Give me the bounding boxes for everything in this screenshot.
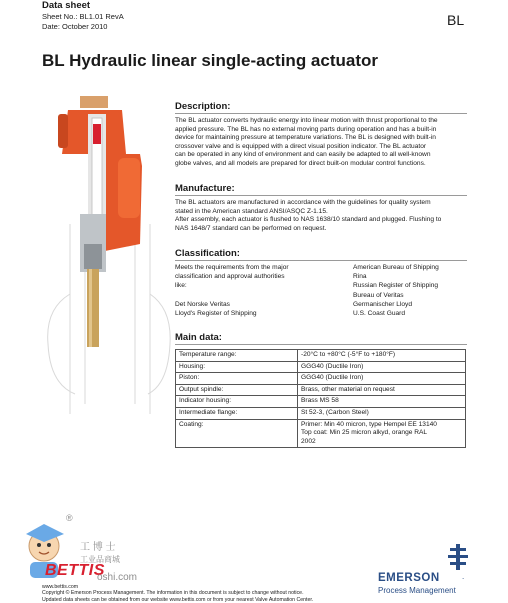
watermark-cn-sub: 工业品商城 [80, 555, 120, 564]
section-divider [175, 344, 467, 345]
table-row: Temperature range: -20°C to +80°C (-5°F to +180°F) [176, 350, 466, 362]
manufacture-text: The BL actuators are manufactured in accordance with the guidelines for quality system stated in the American standard ANSI/ASQC Z-1.15. After assembly, each actuator is flushed to NAS 1638/10 standard and plugged. Flushing to NAS 1648/7 standard can be performed on request. [175, 199, 442, 232]
table-row: Indicator housing: Brass MS 58 [176, 396, 466, 408]
emerson-globe-icon [448, 544, 468, 570]
watermark-url: oshi.com [97, 572, 138, 583]
table-row: Housing: GGG40 (Ductile Iron) [176, 361, 466, 373]
registered-mark: ® [66, 513, 73, 523]
watermark-cn-name: 工 博 士 [80, 542, 116, 553]
footer-update-note: Updated data sheets can be obtained from our website www.bettis.com or from your nearest Valve Automation Center. [42, 597, 314, 603]
output-spindle [87, 269, 99, 347]
page-title: BL Hydraulic linear single-acting actuator [42, 51, 378, 70]
sheet-number: Sheet No.: BL1.01 RevA [42, 12, 124, 21]
description-heading: Description: [175, 101, 231, 112]
actuator-illustration [40, 94, 175, 434]
valve-outline [48, 224, 170, 414]
footer-copyright: Copyright © Emerson Process Management. The information in this document is subject to change without notice. [42, 590, 304, 596]
classification-heading: Classification: [175, 248, 240, 259]
table-row: Intermediate flange: St 52-3, (Carbon Steel) [176, 407, 466, 419]
emerson-tm-dot: . [462, 572, 465, 581]
bettis-logo: BETTIS [45, 562, 105, 579]
section-divider [175, 113, 467, 114]
classification-list: Meets the requirements from the major American Bureau of Shipping classification and approval authorities Rina like: Russian Register of Shipping Bureau of Veritas Det Norske Veritas Germanischer Lloyd Lloyd's Register of Shipping U.S. Coast Guard [175, 264, 439, 318]
document-date: Date: October 2010 [42, 22, 108, 31]
table-row: Piston: GGG40 (Ductile Iron) [176, 373, 466, 385]
emerson-subtitle: Process Management [378, 586, 456, 595]
product-code: BL [447, 12, 465, 28]
footer-website: www.bettis.com [42, 584, 79, 590]
main-data-table [175, 349, 466, 448]
section-divider [175, 260, 467, 261]
table-row: Output spindle: Brass, other material on request [176, 384, 466, 396]
table-row: Coating: Primer: Min 40 micron, type Hempel EE 13140 Top coat: Min 25 micron alkyd, orange RAL 2002 [176, 419, 466, 448]
main-data-heading: Main data: [175, 332, 222, 343]
emerson-wordmark: EMERSON [378, 572, 440, 584]
doc-type-label: Data sheet [42, 0, 91, 11]
description-text: The BL actuator converts hydraulic energy into linear motion with thrust proportional to the applied pressure. The BL has no external moving parts during operation and has a built-in device for maintaining pressure at temperature variations. The BL is designed with built-in crossover valve and is equipped with a direct visual position indicator. The BL actuator can be operated in any kind of environment and can easily be adapted to all well-known globe valves, and all models are prepared for direct built-on modular control functions. [175, 117, 438, 167]
section-divider [175, 195, 467, 196]
manufacture-heading: Manufacture: [175, 183, 235, 194]
top-nut [80, 96, 108, 108]
